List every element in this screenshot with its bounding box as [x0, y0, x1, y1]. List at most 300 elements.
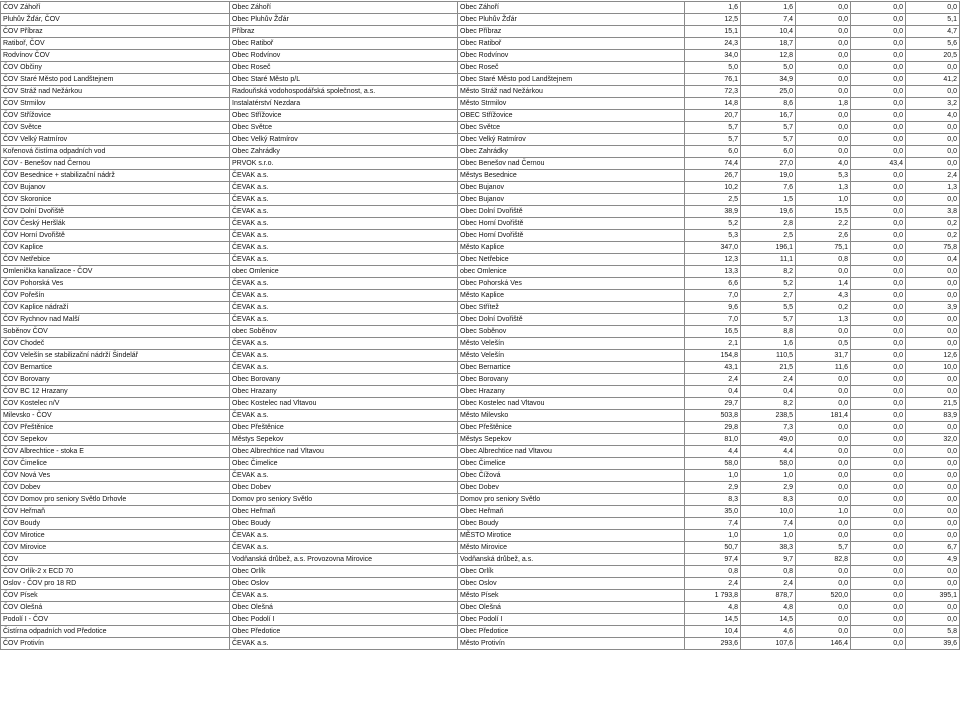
value-4-cell: 43,4	[851, 158, 906, 170]
value-1-cell: 97,4	[685, 554, 741, 566]
owner-cell: Město Protivín	[458, 638, 685, 650]
table-row	[1, 338, 960, 350]
operator-cell: ČEVAK a.s.	[230, 170, 458, 182]
value-4-cell: 0,0	[851, 50, 906, 62]
value-1-cell: 4,8	[685, 602, 741, 614]
value-2-cell: 1,5	[741, 194, 796, 206]
plant-name-cell: ČOV Světce	[1, 122, 230, 134]
value-2-cell: 7,4	[741, 14, 796, 26]
table-row	[1, 410, 960, 422]
owner-cell: Město Velešín	[458, 338, 685, 350]
table-row	[1, 470, 960, 482]
table-row	[1, 638, 960, 650]
table-row	[1, 14, 960, 26]
value-1-cell: 10,2	[685, 182, 741, 194]
value-5-cell: 3,9	[906, 302, 960, 314]
value-5-cell: 0,0	[906, 62, 960, 74]
owner-cell: MĚSTO Mirotice	[458, 530, 685, 542]
value-1-cell: 20,7	[685, 110, 741, 122]
value-1-cell: 7,4	[685, 518, 741, 530]
owner-cell: Obec Staré Město pod Landštejnem	[458, 74, 685, 86]
value-2-cell: 8,3	[741, 494, 796, 506]
plant-name-cell: ČOV Skoronice	[1, 194, 230, 206]
table-row	[1, 122, 960, 134]
owner-cell: obec Omlenice	[458, 266, 685, 278]
value-2-cell: 7,4	[741, 518, 796, 530]
value-5-cell: 41,2	[906, 74, 960, 86]
table-row	[1, 590, 960, 602]
value-3-cell: 0,0	[796, 38, 851, 50]
operator-cell: Obec Albrechtice nad Vltavou	[230, 446, 458, 458]
operator-cell: Obec Kostelec nad Vltavou	[230, 398, 458, 410]
value-1-cell: 1,6	[685, 2, 741, 14]
value-5-cell: 0,0	[906, 446, 960, 458]
plant-name-cell: Ratiboř, ČOV	[1, 38, 230, 50]
value-3-cell: 0,5	[796, 338, 851, 350]
value-2-cell: 5,5	[741, 302, 796, 314]
plant-name-cell: Kořenová čistírna odpadních vod	[1, 146, 230, 158]
value-2-cell: 34,9	[741, 74, 796, 86]
owner-cell: Město Mirovice	[458, 542, 685, 554]
value-5-cell: 0,0	[906, 326, 960, 338]
owner-cell: Obec Heřmaň	[458, 506, 685, 518]
plant-name-cell: ČOV Dolní Dvořiště	[1, 206, 230, 218]
plant-name-cell: ČOV Velešín se stabilizační nádrží Šindelář	[1, 350, 230, 362]
value-4-cell: 0,0	[851, 182, 906, 194]
operator-cell: ČEVAK a.s.	[230, 206, 458, 218]
plant-name-cell: Oslov - ČOV pro 18 RD	[1, 578, 230, 590]
value-2-cell: 19,6	[741, 206, 796, 218]
value-3-cell: 0,2	[796, 302, 851, 314]
value-5-cell: 0,0	[906, 266, 960, 278]
value-4-cell: 0,0	[851, 242, 906, 254]
owner-cell: Obec Ratiboř	[458, 38, 685, 50]
owner-cell: Vodňanská drůbež, a.s.	[458, 554, 685, 566]
value-4-cell: 0,0	[851, 374, 906, 386]
operator-cell: ČEVAK a.s.	[230, 194, 458, 206]
value-1-cell: 29,7	[685, 398, 741, 410]
table-row	[1, 182, 960, 194]
value-4-cell: 0,0	[851, 38, 906, 50]
plant-name-cell: ČOV Protivín	[1, 638, 230, 650]
operator-cell: obec Soběnov	[230, 326, 458, 338]
value-3-cell: 0,0	[796, 446, 851, 458]
operator-cell: ČEVAK a.s.	[230, 242, 458, 254]
owner-cell: Domov pro seniory Světlo	[458, 494, 685, 506]
value-4-cell: 0,0	[851, 506, 906, 518]
value-5-cell: 4,0	[906, 110, 960, 122]
owner-cell: Obec Dolní Dvořiště	[458, 206, 685, 218]
plant-name-cell: ČOV Horní Dvořiště	[1, 230, 230, 242]
owner-cell: Obec Předotice	[458, 626, 685, 638]
value-1-cell: 7,0	[685, 314, 741, 326]
owner-cell: Obec Bujanov	[458, 194, 685, 206]
plant-name-cell: ČOV - Benešov nad Černou	[1, 158, 230, 170]
value-2-cell: 0,4	[741, 386, 796, 398]
value-1-cell: 7,0	[685, 290, 741, 302]
table-row	[1, 314, 960, 326]
value-1-cell: 38,9	[685, 206, 741, 218]
value-3-cell: 2,2	[796, 218, 851, 230]
value-3-cell: 75,1	[796, 242, 851, 254]
value-1-cell: 5,7	[685, 134, 741, 146]
value-1-cell: 29,8	[685, 422, 741, 434]
value-3-cell: 0,8	[796, 254, 851, 266]
value-5-cell: 0,0	[906, 146, 960, 158]
value-1-cell: 293,6	[685, 638, 741, 650]
plant-name-cell: ČOV Albrechtice - stoka E	[1, 446, 230, 458]
value-2-cell: 14,5	[741, 614, 796, 626]
value-3-cell: 1,3	[796, 182, 851, 194]
value-5-cell: 0,2	[906, 230, 960, 242]
value-5-cell: 10,0	[906, 362, 960, 374]
value-2-cell: 16,7	[741, 110, 796, 122]
owner-cell: Obec Pluhův Žďár	[458, 14, 685, 26]
value-5-cell: 0,2	[906, 218, 960, 230]
value-2-cell: 1,0	[741, 530, 796, 542]
value-1-cell: 0,8	[685, 566, 741, 578]
plant-name-cell: ČOV Přeštěnice	[1, 422, 230, 434]
value-2-cell: 5,2	[741, 278, 796, 290]
value-3-cell: 0,0	[796, 626, 851, 638]
plant-name-cell: ČOV Heřmaň	[1, 506, 230, 518]
table-row	[1, 290, 960, 302]
owner-cell: Město Strmilov	[458, 98, 685, 110]
value-1-cell: 26,7	[685, 170, 741, 182]
table-row	[1, 602, 960, 614]
value-4-cell: 0,0	[851, 326, 906, 338]
operator-cell: Obec Rodvínov	[230, 50, 458, 62]
table-row	[1, 74, 960, 86]
value-2-cell: 8,2	[741, 398, 796, 410]
owner-cell: Město Stráž nad Nežárkou	[458, 86, 685, 98]
operator-cell: Obec Olešná	[230, 602, 458, 614]
owner-cell: Město Písek	[458, 590, 685, 602]
value-3-cell: 0,0	[796, 518, 851, 530]
value-1-cell: 13,3	[685, 266, 741, 278]
value-1-cell: 154,8	[685, 350, 741, 362]
value-3-cell: 82,8	[796, 554, 851, 566]
value-5-cell: 6,7	[906, 542, 960, 554]
operator-cell: Obec Pluhův Žďár	[230, 14, 458, 26]
value-5-cell: 20,5	[906, 50, 960, 62]
owner-cell: Obec Bujanov	[458, 182, 685, 194]
value-5-cell: 32,0	[906, 434, 960, 446]
value-4-cell: 0,0	[851, 170, 906, 182]
value-3-cell: 0,0	[796, 266, 851, 278]
operator-cell: ČEVAK a.s.	[230, 302, 458, 314]
operator-cell: ČEVAK a.s.	[230, 314, 458, 326]
value-2-cell: 7,3	[741, 422, 796, 434]
plant-name-cell: Čistírna odpadních vod Předotice	[1, 626, 230, 638]
owner-cell: Obec Albrechtice nad Vltavou	[458, 446, 685, 458]
operator-cell: Obec Oslov	[230, 578, 458, 590]
operator-cell: ČEVAK a.s.	[230, 182, 458, 194]
plant-name-cell: ČOV Rychnov nad Malší	[1, 314, 230, 326]
plant-name-cell: ČOV Chodeč	[1, 338, 230, 350]
value-1-cell: 4,4	[685, 446, 741, 458]
value-5-cell: 2,4	[906, 170, 960, 182]
owner-cell: Město Kaplice	[458, 242, 685, 254]
value-4-cell: 0,0	[851, 254, 906, 266]
plant-name-cell: Podolí I - ČOV	[1, 614, 230, 626]
value-4-cell: 0,0	[851, 494, 906, 506]
value-3-cell: 5,7	[796, 542, 851, 554]
value-2-cell: 878,7	[741, 590, 796, 602]
table-row	[1, 278, 960, 290]
operator-cell: obec Omlenice	[230, 266, 458, 278]
value-4-cell: 0,0	[851, 362, 906, 374]
value-5-cell: 0,0	[906, 134, 960, 146]
value-1-cell: 1,0	[685, 530, 741, 542]
table-row	[1, 230, 960, 242]
value-1-cell: 50,7	[685, 542, 741, 554]
value-2-cell: 107,6	[741, 638, 796, 650]
value-3-cell: 31,7	[796, 350, 851, 362]
value-3-cell: 0,0	[796, 578, 851, 590]
value-4-cell: 0,0	[851, 98, 906, 110]
value-2-cell: 2,4	[741, 578, 796, 590]
table-row	[1, 506, 960, 518]
value-2-cell: 110,5	[741, 350, 796, 362]
value-2-cell: 58,0	[741, 458, 796, 470]
value-3-cell: 0,0	[796, 62, 851, 74]
owner-cell: OBEC Střížovice	[458, 110, 685, 122]
value-1-cell: 0,4	[685, 386, 741, 398]
value-4-cell: 0,0	[851, 638, 906, 650]
operator-cell: ČEVAK a.s.	[230, 218, 458, 230]
value-3-cell: 0,0	[796, 434, 851, 446]
value-4-cell: 0,0	[851, 266, 906, 278]
value-3-cell: 0,0	[796, 134, 851, 146]
owner-cell: Obec Orlík	[458, 566, 685, 578]
value-1-cell: 34,0	[685, 50, 741, 62]
value-2-cell: 11,1	[741, 254, 796, 266]
value-4-cell: 0,0	[851, 86, 906, 98]
owner-cell: Obec Střítež	[458, 302, 685, 314]
value-5-cell: 0,0	[906, 194, 960, 206]
value-4-cell: 0,0	[851, 218, 906, 230]
plant-name-cell: Pluhův Žďár, ČOV	[1, 14, 230, 26]
plant-name-cell: ČOV Bernartice	[1, 362, 230, 374]
plant-name-cell: ČOV Dobev	[1, 482, 230, 494]
table-row	[1, 146, 960, 158]
value-3-cell: 0,0	[796, 530, 851, 542]
table-row	[1, 578, 960, 590]
table-row	[1, 482, 960, 494]
table-row	[1, 566, 960, 578]
owner-cell: Město Velešín	[458, 350, 685, 362]
table-row	[1, 614, 960, 626]
value-1-cell: 1 793,8	[685, 590, 741, 602]
value-4-cell: 0,0	[851, 314, 906, 326]
value-2-cell: 7,6	[741, 182, 796, 194]
value-1-cell: 1,0	[685, 470, 741, 482]
value-1-cell: 14,8	[685, 98, 741, 110]
value-1-cell: 16,5	[685, 326, 741, 338]
value-4-cell: 0,0	[851, 566, 906, 578]
owner-cell: Obec Pohorská Ves	[458, 278, 685, 290]
value-5-cell: 0,0	[906, 158, 960, 170]
value-4-cell: 0,0	[851, 338, 906, 350]
table-row	[1, 38, 960, 50]
value-3-cell: 1,0	[796, 506, 851, 518]
value-1-cell: 6,0	[685, 146, 741, 158]
value-5-cell: 0,0	[906, 518, 960, 530]
table-row	[1, 86, 960, 98]
value-4-cell: 0,0	[851, 146, 906, 158]
value-4-cell: 0,0	[851, 206, 906, 218]
plant-name-cell: ČOV Strmilov	[1, 98, 230, 110]
value-4-cell: 0,0	[851, 554, 906, 566]
value-5-cell: 3,8	[906, 206, 960, 218]
operator-cell: Příbraz	[230, 26, 458, 38]
operator-cell: ČEVAK a.s.	[230, 638, 458, 650]
value-1-cell: 12,3	[685, 254, 741, 266]
value-3-cell: 146,4	[796, 638, 851, 650]
owner-cell: Obec Boudy	[458, 518, 685, 530]
owner-cell: Městys Sepekov	[458, 434, 685, 446]
plant-name-cell: ČOV Mirotice	[1, 530, 230, 542]
value-4-cell: 0,0	[851, 14, 906, 26]
value-4-cell: 0,0	[851, 458, 906, 470]
operator-cell: Vodňanská drůbež, a.s. Provozovna Mirovice	[230, 554, 458, 566]
value-4-cell: 0,0	[851, 614, 906, 626]
value-1-cell: 2,1	[685, 338, 741, 350]
operator-cell: Obec Podolí I	[230, 614, 458, 626]
value-3-cell: 2,6	[796, 230, 851, 242]
owner-cell: Obec Soběnov	[458, 326, 685, 338]
owner-cell: Obec Dobev	[458, 482, 685, 494]
table-row	[1, 494, 960, 506]
table-row	[1, 458, 960, 470]
value-2-cell: 4,6	[741, 626, 796, 638]
value-5-cell: 0,0	[906, 530, 960, 542]
value-4-cell: 0,0	[851, 2, 906, 14]
value-1-cell: 2,4	[685, 374, 741, 386]
value-5-cell: 0,0	[906, 122, 960, 134]
table-row	[1, 386, 960, 398]
value-2-cell: 8,2	[741, 266, 796, 278]
table-row	[1, 362, 960, 374]
value-3-cell: 0,0	[796, 326, 851, 338]
table-row	[1, 518, 960, 530]
value-5-cell: 0,0	[906, 278, 960, 290]
value-2-cell: 4,8	[741, 602, 796, 614]
table-row	[1, 62, 960, 74]
value-2-cell: 19,0	[741, 170, 796, 182]
operator-cell: Obec Ratiboř	[230, 38, 458, 50]
value-2-cell: 4,4	[741, 446, 796, 458]
value-1-cell: 2,9	[685, 482, 741, 494]
value-5-cell: 0,0	[906, 458, 960, 470]
owner-cell: Obec Dolní Dvořiště	[458, 314, 685, 326]
value-1-cell: 12,5	[685, 14, 741, 26]
value-5-cell: 5,1	[906, 14, 960, 26]
value-4-cell: 0,0	[851, 122, 906, 134]
operator-cell: PRVOK s.r.o.	[230, 158, 458, 170]
operator-cell: Obec Zahrádky	[230, 146, 458, 158]
value-5-cell: 0,0	[906, 494, 960, 506]
value-4-cell: 0,0	[851, 542, 906, 554]
owner-cell: Město Milevsko	[458, 410, 685, 422]
value-1-cell: 58,0	[685, 458, 741, 470]
value-5-cell: 0,0	[906, 290, 960, 302]
value-3-cell: 0,0	[796, 566, 851, 578]
value-2-cell: 6,0	[741, 146, 796, 158]
operator-cell: Obec Staré Město p/L	[230, 74, 458, 86]
value-4-cell: 0,0	[851, 110, 906, 122]
value-5-cell: 0,0	[906, 470, 960, 482]
value-4-cell: 0,0	[851, 350, 906, 362]
operator-cell: Obec Přeštěnice	[230, 422, 458, 434]
value-4-cell: 0,0	[851, 290, 906, 302]
plant-name-cell: Milevsko - ČOV	[1, 410, 230, 422]
value-2-cell: 5,0	[741, 62, 796, 74]
value-2-cell: 0,8	[741, 566, 796, 578]
value-5-cell: 21,5	[906, 398, 960, 410]
value-5-cell: 0,0	[906, 422, 960, 434]
plant-name-cell: ČOV Besednice + stabilizační nádrž	[1, 170, 230, 182]
value-2-cell: 8,8	[741, 326, 796, 338]
value-2-cell: 10,0	[741, 506, 796, 518]
value-5-cell: 5,6	[906, 38, 960, 50]
value-3-cell: 0,0	[796, 2, 851, 14]
table-row	[1, 302, 960, 314]
operator-cell: Obec Roseč	[230, 62, 458, 74]
value-1-cell: 76,1	[685, 74, 741, 86]
plant-name-cell: ČOV Orlík-2 x ECD 70	[1, 566, 230, 578]
value-5-cell: 395,1	[906, 590, 960, 602]
value-4-cell: 0,0	[851, 302, 906, 314]
value-1-cell: 15,1	[685, 26, 741, 38]
operator-cell: Obec Orlík	[230, 566, 458, 578]
value-5-cell: 0,0	[906, 566, 960, 578]
value-3-cell: 0,0	[796, 422, 851, 434]
value-2-cell: 238,5	[741, 410, 796, 422]
plant-name-cell: ČOV Střížovice	[1, 110, 230, 122]
value-4-cell: 0,0	[851, 482, 906, 494]
owner-cell: Obec Kostelec nad Vltavou	[458, 398, 685, 410]
owner-cell: Obec Podolí I	[458, 614, 685, 626]
table-row	[1, 206, 960, 218]
plant-name-cell: ČOV Domov pro seniory Světlo Drhovle	[1, 494, 230, 506]
table-row	[1, 434, 960, 446]
value-1-cell: 14,5	[685, 614, 741, 626]
operator-cell: ČEVAK a.s.	[230, 290, 458, 302]
operator-cell: ČEVAK a.s.	[230, 362, 458, 374]
value-2-cell: 2,7	[741, 290, 796, 302]
value-1-cell: 5,0	[685, 62, 741, 74]
value-4-cell: 0,0	[851, 194, 906, 206]
plant-name-cell: ČOV Netřebice	[1, 254, 230, 266]
table-row	[1, 158, 960, 170]
owner-cell: Obec Světce	[458, 122, 685, 134]
value-5-cell: 1,3	[906, 182, 960, 194]
operator-cell: Obec Záhoří	[230, 2, 458, 14]
value-4-cell: 0,0	[851, 62, 906, 74]
plant-name-cell: Rodvínov ČOV	[1, 50, 230, 62]
table-row	[1, 218, 960, 230]
value-2-cell: 21,5	[741, 362, 796, 374]
plant-name-cell: ČOV Příbraz	[1, 26, 230, 38]
value-4-cell: 0,0	[851, 230, 906, 242]
value-5-cell: 4,7	[906, 26, 960, 38]
value-4-cell: 0,0	[851, 446, 906, 458]
value-3-cell: 1,4	[796, 278, 851, 290]
operator-cell: Domov pro seniory Světlo	[230, 494, 458, 506]
operator-cell: ČEVAK a.s.	[230, 230, 458, 242]
